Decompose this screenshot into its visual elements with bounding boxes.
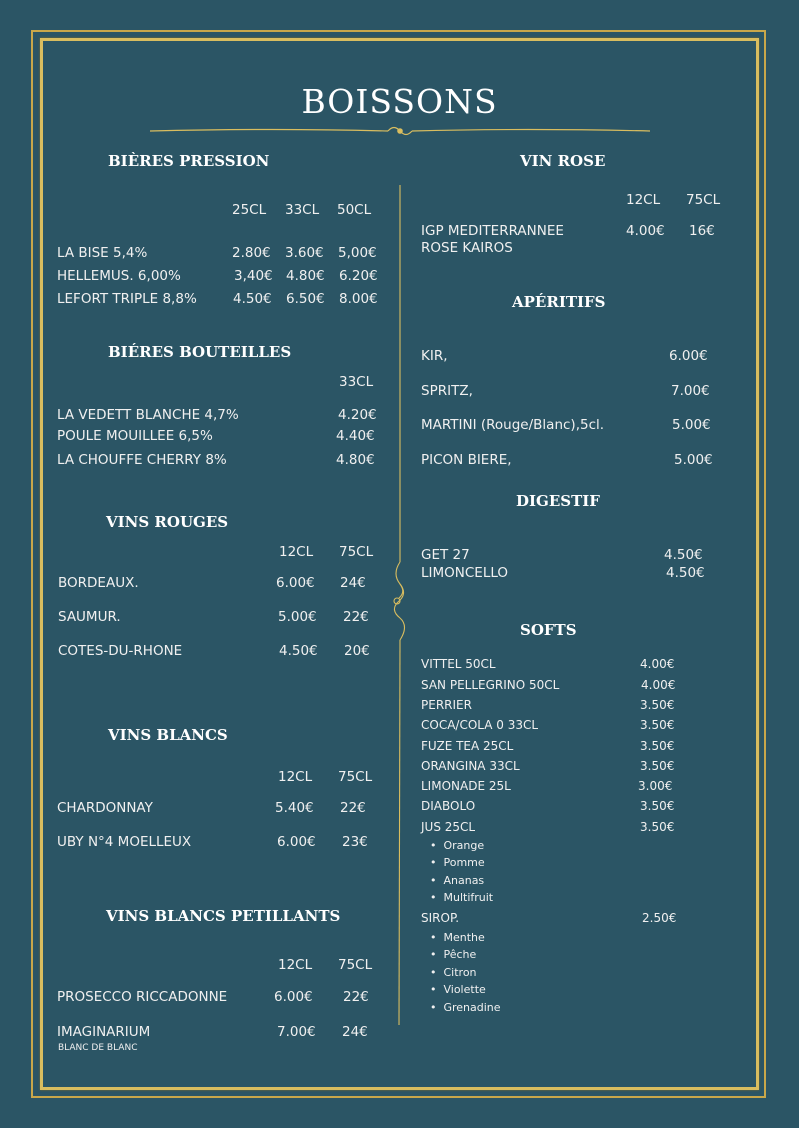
list-item-price: 5.00€ — [674, 452, 713, 468]
list-item-name: LA CHOUFFE CHERRY 8% — [57, 452, 227, 468]
list-item-price: 6.00€ — [277, 834, 316, 850]
list-item-name: COTES-DU-RHONE — [58, 643, 183, 659]
bullet-item: • Pêche — [430, 948, 477, 961]
heading-aperitifs: APÉRITIFS — [512, 293, 606, 311]
col-50cl: 50CL — [337, 202, 372, 218]
heading-vins-petillants: VINS BLANCS PETILLANTS — [106, 907, 341, 925]
list-item-price: 4.20€ — [338, 407, 377, 423]
list-item-price: 6.00€ — [276, 575, 315, 591]
col-75cl: 75CL — [338, 957, 373, 973]
list-item-price: 4.80€ — [286, 268, 325, 284]
list-item-price: 4.00€ — [626, 223, 665, 239]
list-item-price: 6.50€ — [286, 291, 325, 307]
list-item-price: 2.50€ — [642, 911, 677, 925]
list-item-price: 5.40€ — [275, 800, 314, 816]
col-12cl: 12CL — [626, 192, 661, 208]
heading-softs: SOFTS — [520, 621, 577, 639]
bullet-item: • Violette — [430, 983, 486, 996]
list-item-price: 2.80€ — [232, 245, 271, 261]
list-item-price: 22€ — [343, 609, 369, 625]
bullet-item: • Grenadine — [430, 1001, 501, 1014]
list-item-name: BORDEAUX. — [58, 575, 139, 591]
list-item-name: SPRITZ, — [421, 383, 473, 399]
col-75cl: 75CL — [686, 192, 721, 208]
bullet-item: • Multifruit — [430, 891, 494, 904]
list-item-price: 4.50€ — [666, 565, 705, 581]
list-item-price: 3.50€ — [640, 739, 675, 753]
list-item-name: LEFORT TRIPLE 8,8% — [57, 291, 197, 307]
list-item-name: DIABOLO — [421, 799, 476, 813]
list-item-name: LA VEDETT BLANCHE 4,7% — [57, 407, 239, 423]
list-item-price: 23€ — [342, 834, 368, 850]
list-item-price: 7.00€ — [277, 1024, 316, 1040]
list-item-price: 3.50€ — [640, 698, 675, 712]
list-item-price: 24€ — [342, 1024, 368, 1040]
col-12cl: 12CL — [278, 769, 313, 785]
bullet-item: • Ananas — [430, 874, 485, 887]
list-item-price: 4.00€ — [641, 678, 676, 692]
list-item-name: FUZE TEA 25CL — [421, 739, 514, 753]
col-12cl: 12CL — [278, 957, 313, 973]
list-item-price: 3.60€ — [285, 245, 324, 261]
list-item-name: ORANGINA 33CL — [421, 759, 520, 773]
title-flourish — [150, 128, 650, 135]
list-item-name: HELLEMUS. 6,00% — [57, 268, 181, 284]
list-item-price: 4.80€ — [336, 452, 375, 468]
list-item-price: 5,00€ — [338, 245, 377, 261]
list-item-price: 4.50€ — [664, 547, 703, 563]
col-33cl: 33CL — [339, 374, 374, 390]
list-item-price: 4.50€ — [279, 643, 318, 659]
list-item-price: 3.50€ — [640, 718, 675, 732]
list-item-price: 20€ — [344, 643, 370, 659]
list-item-name: LIMONCELLO — [421, 565, 509, 581]
list-item-name: ROSE KAIROS — [421, 240, 513, 256]
list-item-name: SIROP. — [421, 911, 460, 925]
list-item-name: IGP MEDITERRANNEE — [421, 223, 564, 239]
list-item-price: 22€ — [343, 989, 369, 1005]
list-item-price: 22€ — [340, 800, 366, 816]
list-item-name: PERRIER — [421, 698, 472, 712]
bullet-item: • Menthe — [430, 931, 485, 944]
list-item-price: 3.50€ — [640, 759, 675, 773]
heading-bieres-pression: BIÈRES PRESSION — [108, 152, 270, 170]
list-item-price: 4.00€ — [640, 657, 675, 671]
list-item-name: GET 27 — [421, 547, 470, 563]
list-item-price: 5.00€ — [672, 417, 711, 433]
heading-vins-blancs: VINS BLANCS — [108, 726, 228, 744]
center-divider — [394, 185, 405, 1025]
bullet-item: • Orange — [430, 839, 485, 852]
list-item-price: 3.50€ — [640, 820, 675, 834]
list-item-name: COCA/COLA 0 33CL — [421, 718, 539, 732]
list-item-name: SAUMUR. — [58, 609, 121, 625]
heading-bieres-bouteilles: BIÉRES BOUTEILLES — [108, 343, 292, 361]
col-33cl: 33CL — [285, 202, 320, 218]
list-item-name: VITTEL 50CL — [421, 657, 496, 671]
list-item-price: 3.00€ — [638, 779, 673, 793]
list-item-subtitle: BLANC DE BLANC — [58, 1043, 138, 1053]
list-item-price: 7.00€ — [671, 383, 710, 399]
list-item-name: MARTINI (Rouge/Blanc),5cl. — [421, 417, 605, 433]
list-item-name: LA BISE 5,4% — [57, 245, 148, 261]
list-item-name: LIMONADE 25L — [421, 779, 511, 793]
heading-digestif: DIGESTIF — [516, 492, 600, 510]
page-title: BOISSONS — [301, 82, 498, 121]
list-item-name: CHARDONNAY — [57, 800, 153, 816]
list-item-name: PROSECCO RICCADONNE — [57, 989, 228, 1005]
list-item-price: 6.20€ — [339, 268, 378, 284]
col-12cl: 12CL — [279, 544, 314, 560]
list-item-name: IMAGINARIUM — [57, 1024, 151, 1040]
list-item-name: JUS 25CL — [421, 820, 476, 834]
col-25cl: 25CL — [232, 202, 267, 218]
list-item-name: KIR, — [421, 348, 448, 364]
list-item-price: 24€ — [340, 575, 366, 591]
list-item-price: 6.00€ — [274, 989, 313, 1005]
list-item-name: POULE MOUILLEE 6,5% — [57, 428, 213, 444]
list-item-price: 16€ — [689, 223, 715, 239]
list-item-price: 8.00€ — [339, 291, 378, 307]
list-item-price: 3.50€ — [640, 799, 675, 813]
col-75cl: 75CL — [339, 544, 374, 560]
list-item-price: 5.00€ — [278, 609, 317, 625]
list-item-price: 6.00€ — [669, 348, 708, 364]
list-item-price: 4.40€ — [336, 428, 375, 444]
heading-vin-rose: VIN ROSE — [520, 152, 606, 170]
col-75cl: 75CL — [338, 769, 373, 785]
list-item-price: 3,40€ — [234, 268, 273, 284]
heading-vins-rouges: VINS ROUGES — [106, 513, 229, 531]
list-item-name: UBY N°4 MOELLEUX — [57, 834, 192, 850]
list-item-name: PICON BIERE, — [421, 452, 512, 468]
list-item-name: SAN PELLEGRINO 50CL — [421, 678, 560, 692]
list-item-price: 4.50€ — [233, 291, 272, 307]
bullet-item: • Citron — [430, 966, 477, 979]
bullet-item: • Pomme — [430, 856, 485, 869]
